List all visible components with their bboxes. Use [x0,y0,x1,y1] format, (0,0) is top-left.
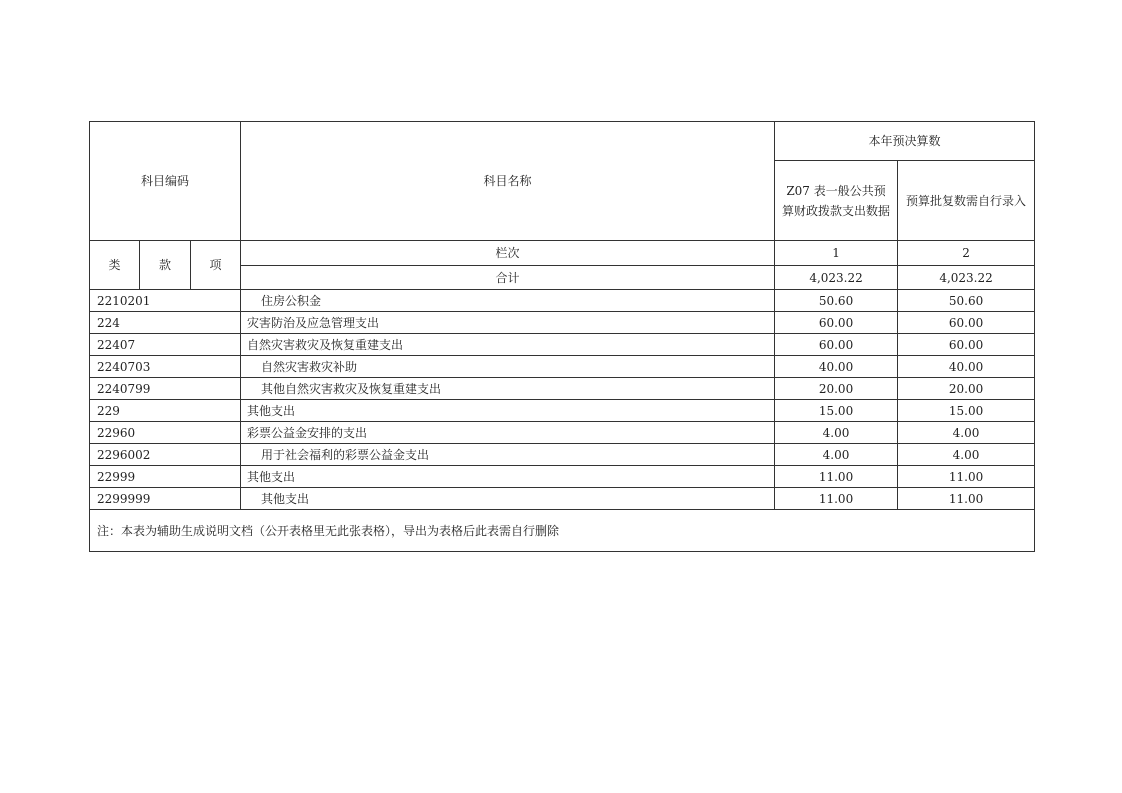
year-budget-header: 本年预决算数 [775,122,1035,161]
subject-name-header: 科目名称 [241,122,775,241]
row-col1-value: 11.00 [775,488,898,510]
row-code: 2240799 [90,378,241,400]
table-note: 注：本表为辅助生成说明文档（公开表格里无此张表格），导出为表格后此表需自行删除 [90,510,1035,552]
row-name: 自然灾害救灾补助 [241,356,775,378]
row-name: 灾害防治及应急管理支出 [241,312,775,334]
row-code: 2210201 [90,290,241,312]
row-col2-value: 4.00 [898,422,1035,444]
table-row [90,466,1035,488]
col1-number: 1 [775,241,898,266]
total-col1-value: 4,023.22 [775,266,898,290]
row-name: 其他支出 [241,488,775,510]
table-row [90,488,1035,510]
table-row [90,356,1035,378]
total-col2-value: 4,023.22 [898,266,1035,290]
row-name: 其他支出 [241,400,775,422]
row-col1-value: 50.60 [775,290,898,312]
row-col1-value: 15.00 [775,400,898,422]
row-col1-value: 60.00 [775,334,898,356]
row-name: 其他支出 [241,466,775,488]
row-name: 住房公积金 [241,290,775,312]
row-col1-value: 20.00 [775,378,898,400]
row-code: 22960 [90,422,241,444]
row-code: 229 [90,400,241,422]
table-row [90,422,1035,444]
row-col1-value: 4.00 [775,444,898,466]
column-number-label: 栏次 [241,241,775,266]
row-col2-value: 60.00 [898,312,1035,334]
table-row [90,334,1035,356]
row-col2-value: 11.00 [898,466,1035,488]
column-number-row [90,241,1035,266]
col2-number: 2 [898,241,1035,266]
row-name: 其他自然灾害救灾及恢复重建支出 [241,378,775,400]
row-col2-value: 11.00 [898,488,1035,510]
row-code: 224 [90,312,241,334]
category-xiang-header: 项 [191,241,241,290]
row-col2-value: 4.00 [898,444,1035,466]
table-row [90,312,1035,334]
row-col2-value: 40.00 [898,356,1035,378]
row-col2-value: 60.00 [898,334,1035,356]
table-row [90,290,1035,312]
col1-header: Z07 表一般公共预算财政拨款支出数据 [775,161,898,241]
category-kuan-header: 款 [140,241,191,290]
note-row [90,510,1035,552]
total-label: 合计 [241,266,775,290]
row-name: 自然灾害救灾及恢复重建支出 [241,334,775,356]
table-row [90,378,1035,400]
row-col2-value: 20.00 [898,378,1035,400]
budget-table [89,121,1035,552]
row-name: 用于社会福利的彩票公益金支出 [241,444,775,466]
row-col1-value: 60.00 [775,312,898,334]
row-code: 2296002 [90,444,241,466]
row-col2-value: 50.60 [898,290,1035,312]
category-lei-header: 类 [90,241,140,290]
row-col2-value: 15.00 [898,400,1035,422]
row-code: 2240703 [90,356,241,378]
row-name: 彩票公益金安排的支出 [241,422,775,444]
table-row [90,400,1035,422]
col2-header: 预算批复数需自行录入 [898,161,1035,241]
row-code: 22999 [90,466,241,488]
row-col1-value: 11.00 [775,466,898,488]
row-code: 2299999 [90,488,241,510]
header-row-1 [90,122,1035,161]
row-col1-value: 40.00 [775,356,898,378]
row-col1-value: 4.00 [775,422,898,444]
table-row [90,444,1035,466]
row-code: 22407 [90,334,241,356]
subject-code-header: 科目编码 [90,122,241,241]
